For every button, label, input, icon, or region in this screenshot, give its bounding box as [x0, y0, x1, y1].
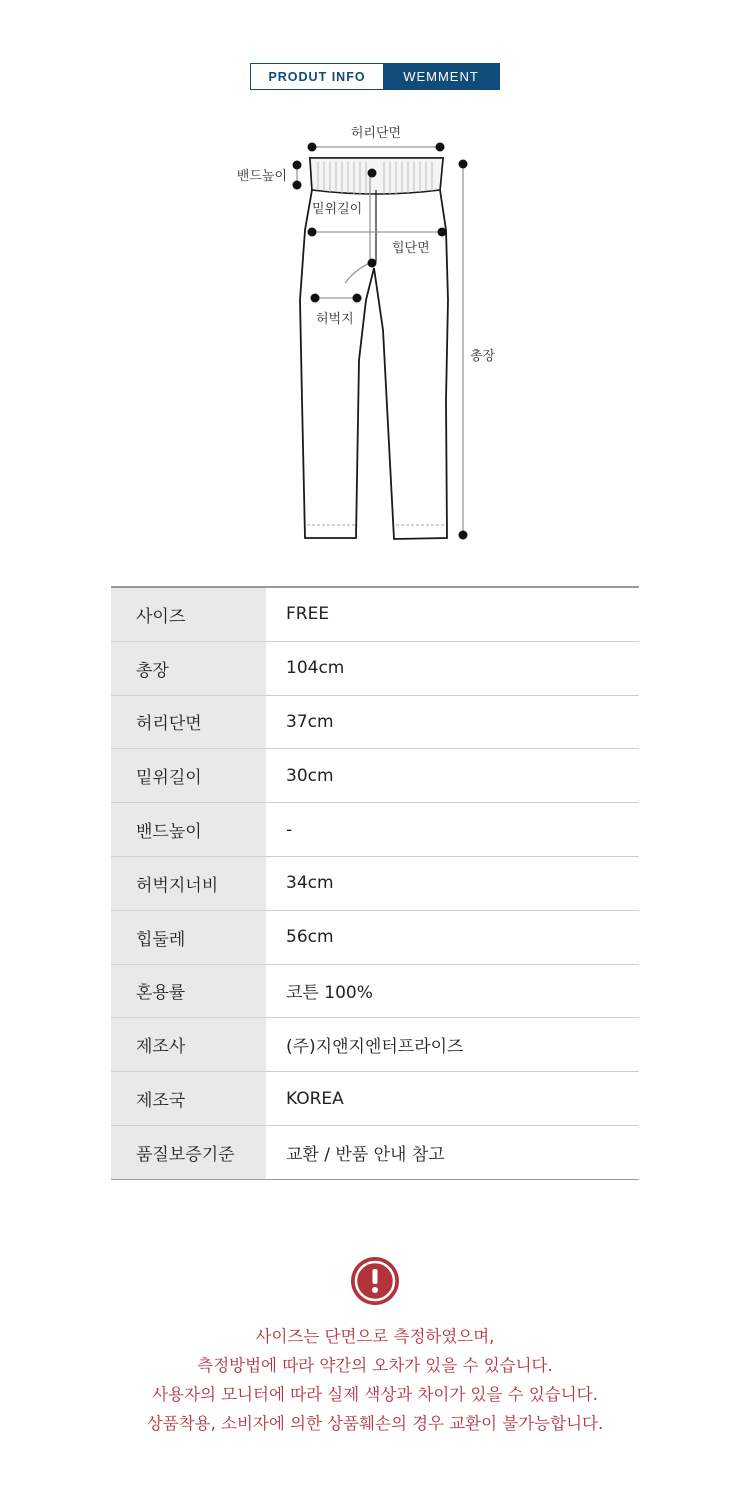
spec-label: 사이즈 [111, 588, 266, 641]
spec-value: KOREA [286, 1088, 344, 1109]
notice-line: 사용자의 모니터에 따라 실제 색상과 차이가 있을 수 있습니다. [152, 1385, 598, 1404]
spec-row [111, 588, 639, 642]
spec-value: 교환 / 반품 안내 참고 [286, 1144, 445, 1165]
spec-row [111, 857, 639, 911]
label-band: 밴드높이 [236, 169, 287, 184]
spec-row [111, 965, 639, 1019]
spec-label: 허벅지너비 [111, 857, 266, 910]
spec-label: 품질보증기준 [111, 1126, 266, 1179]
spec-value: (주)지앤지엔터프라이즈 [286, 1037, 464, 1058]
label-rise: 밑위길이 [312, 202, 363, 217]
spec-value: 30cm [286, 765, 334, 786]
spec-row [111, 911, 639, 965]
label-thigh: 허벅지 [316, 312, 354, 327]
size-notice [0, 1322, 750, 1438]
spec-row [111, 696, 639, 750]
spec-label: 제조사 [111, 1018, 266, 1071]
spec-row [111, 1018, 639, 1072]
spec-row [111, 1126, 639, 1180]
spec-label: 밑위길이 [111, 749, 266, 802]
spec-label: 허리단면 [111, 696, 266, 749]
pants-measurement-diagram [0, 0, 750, 560]
label-waist: 허리단면 [350, 126, 402, 141]
brand-label: WEMMENT [383, 64, 499, 89]
spec-value: 56cm [286, 927, 334, 948]
spec-value: - [286, 819, 293, 840]
spec-value: 37cm [286, 711, 334, 732]
notice-line: 사이즈는 단면으로 측정하였으며, [255, 1327, 495, 1346]
notice-line: 상품착용, 소비자에 의한 상품훼손의 경우 교환이 불가능합니다. [146, 1414, 604, 1433]
product-info-label: PRODUT INFO [251, 64, 383, 89]
spec-label: 밴드높이 [111, 803, 266, 856]
spec-label: 힙둘레 [111, 911, 266, 964]
label-length: 총장 [470, 349, 496, 364]
spec-row [111, 749, 639, 803]
spec-label: 제조국 [111, 1072, 266, 1125]
spec-row [111, 642, 639, 696]
label-hip: 힙단면 [392, 241, 430, 256]
spec-value: FREE [286, 604, 330, 625]
spec-value: 104cm [286, 658, 345, 679]
spec-value: 코튼 100% [286, 983, 373, 1004]
spec-label: 혼용률 [111, 965, 266, 1018]
spec-table [111, 586, 639, 1180]
notice-line: 측정방법에 따라 약간의 오차가 있을 수 있습니다. [197, 1356, 553, 1375]
spec-row [111, 1072, 639, 1126]
exclamation-circle-icon [350, 1256, 400, 1306]
spec-row [111, 803, 639, 857]
spec-label: 총장 [111, 642, 266, 695]
spec-value: 34cm [286, 873, 334, 894]
